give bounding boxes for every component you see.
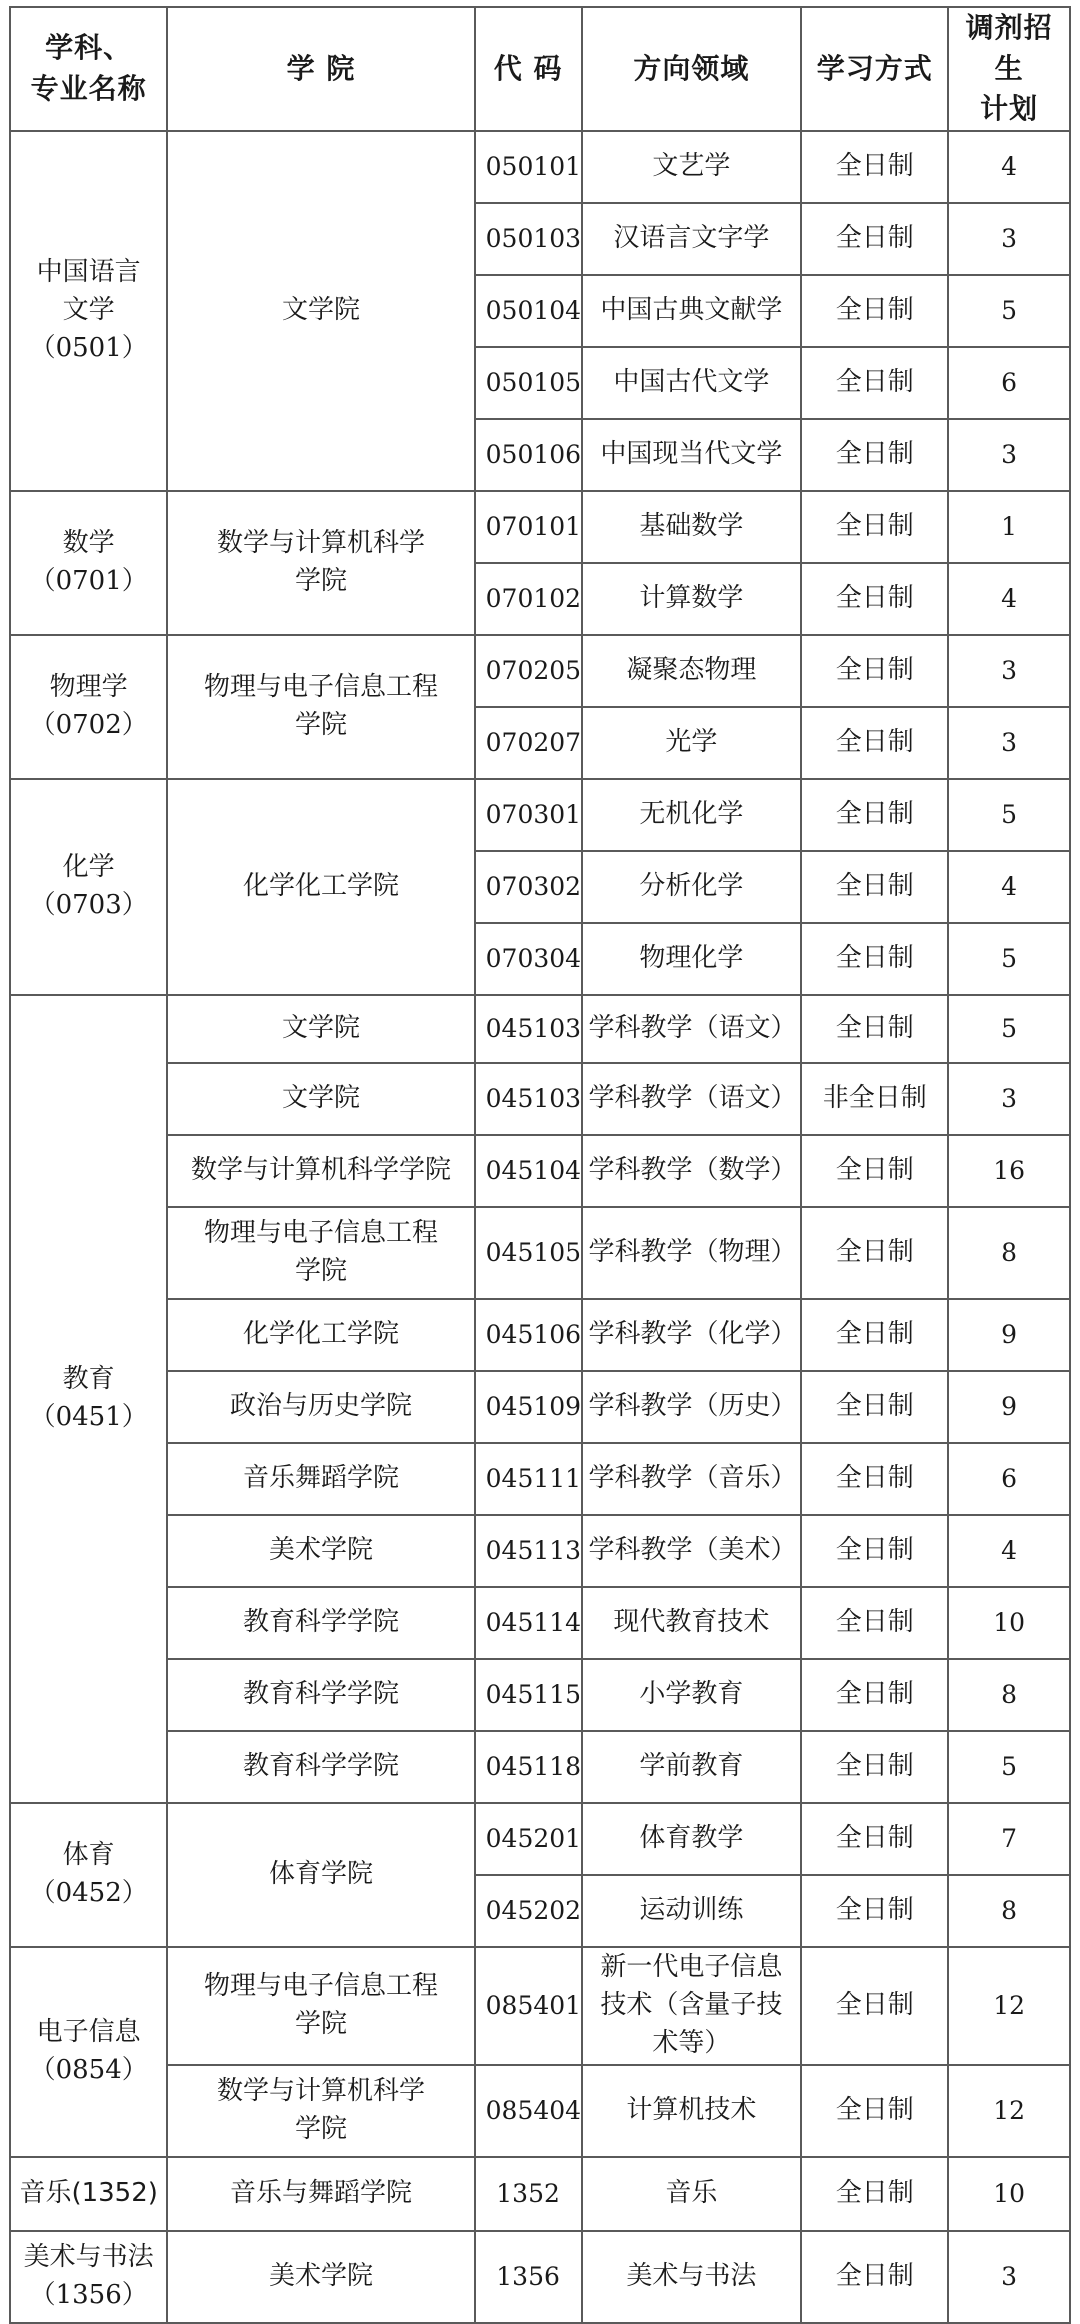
college-name-line: 文学院 <box>282 1082 361 1113</box>
discipline-cell <box>10 131 167 491</box>
table-row <box>10 1515 1070 1587</box>
plan-cell: 12 <box>948 1947 1070 2065</box>
plan-cell: 4 <box>948 1515 1070 1587</box>
college-cell <box>167 1659 474 1731</box>
discipline-code: （0501） <box>29 332 148 363</box>
code-cell: 050104 <box>475 275 582 347</box>
code-cell: 1352 <box>475 2157 582 2231</box>
table-row <box>10 1947 1070 2065</box>
direction-cell <box>582 1947 802 2065</box>
direction-line: 新一代电子信息 <box>600 1952 783 1983</box>
mode-cell: 全日制 <box>801 1515 948 1587</box>
discipline-code: （0703） <box>29 889 148 920</box>
college-cell <box>167 1515 474 1587</box>
header-plan-line: 计划 <box>980 92 1039 126</box>
discipline-name-line: 美术与书法 <box>23 2242 154 2273</box>
college-cell <box>167 779 474 995</box>
plan-cell: 3 <box>948 203 1070 275</box>
code-cell: 045103 <box>475 995 582 1063</box>
college-name-line: 学院 <box>295 709 348 740</box>
table-row <box>10 1063 1070 1135</box>
plan-cell: 3 <box>948 707 1070 779</box>
direction-cell <box>582 2065 802 2157</box>
college-name-line: 教育科学学院 <box>243 1750 400 1781</box>
college-name-line: 政治与历史学院 <box>230 1390 413 1421</box>
table-body <box>10 131 1070 2323</box>
code-cell: 070301 <box>475 779 582 851</box>
plan-cell: 9 <box>948 1371 1070 1443</box>
table-row <box>10 131 1070 203</box>
table-row <box>10 2157 1070 2231</box>
college-cell <box>167 491 474 635</box>
direction-line: 术等） <box>652 2027 731 2058</box>
college-name-line: 音乐与舞蹈学院 <box>230 2177 413 2208</box>
mode-cell: 全日制 <box>801 2157 948 2231</box>
header-college: 学 院 <box>167 7 474 131</box>
header-code: 代 码 <box>475 7 582 131</box>
college-cell <box>167 2157 474 2231</box>
direction-cell <box>582 707 802 779</box>
discipline-code: （0702） <box>29 709 148 740</box>
college-name-line: 数学与计算机科学学院 <box>191 1154 452 1185</box>
discipline-name-line: 电子信息 <box>36 2017 141 2048</box>
mode-cell: 全日制 <box>801 1731 948 1803</box>
direction-line: 文艺学 <box>652 150 731 181</box>
code-cell: 045118 <box>475 1731 582 1803</box>
plan-cell: 3 <box>948 2231 1070 2323</box>
college-cell <box>167 1803 474 1947</box>
code-cell: 050103 <box>475 203 582 275</box>
mode-cell: 全日制 <box>801 851 948 923</box>
direction-line: 学科教学（物理） <box>588 1236 797 1267</box>
direction-cell <box>582 203 802 275</box>
plan-cell: 1 <box>948 491 1070 563</box>
direction-cell <box>582 779 802 851</box>
code-cell: 045105 <box>475 1207 582 1299</box>
college-cell <box>167 995 474 1063</box>
college-cell <box>167 1587 474 1659</box>
table-row <box>10 1731 1070 1803</box>
college-name-line: 教育科学学院 <box>243 1606 400 1637</box>
code-cell: 070302 <box>475 851 582 923</box>
direction-cell <box>582 1803 802 1875</box>
code-cell: 070101 <box>475 491 582 563</box>
mode-cell: 全日制 <box>801 1587 948 1659</box>
direction-cell <box>582 851 802 923</box>
mode-cell: 全日制 <box>801 1803 948 1875</box>
college-name-line: 物理与电子信息工程 <box>204 1971 439 2002</box>
code-cell: 045109 <box>475 1371 582 1443</box>
direction-line: 物理化学 <box>639 942 744 973</box>
mode-cell: 全日制 <box>801 995 948 1063</box>
direction-line: 学科教学（美术） <box>588 1534 797 1565</box>
discipline-cell <box>10 2157 167 2231</box>
plan-cell: 4 <box>948 131 1070 203</box>
college-name-line: 体育学院 <box>269 1858 374 1889</box>
plan-cell: 4 <box>948 851 1070 923</box>
mode-cell: 全日制 <box>801 1299 948 1371</box>
direction-cell <box>582 995 802 1063</box>
mode-cell: 全日制 <box>801 419 948 491</box>
mode-cell: 全日制 <box>801 1371 948 1443</box>
table-row <box>10 1659 1070 1731</box>
direction-cell <box>582 2157 802 2231</box>
mode-cell: 全日制 <box>801 1135 948 1207</box>
college-name-line: 学院 <box>295 2113 348 2144</box>
college-name-line: 物理与电子信息工程 <box>204 1218 439 1249</box>
direction-line: 音乐 <box>665 2177 718 2208</box>
college-cell <box>167 2231 474 2323</box>
college-name-line: 化学化工学院 <box>243 1318 400 1349</box>
plan-cell: 5 <box>948 923 1070 995</box>
mode-cell: 全日制 <box>801 779 948 851</box>
table-row <box>10 491 1070 563</box>
table-row <box>10 1299 1070 1371</box>
direction-cell <box>582 131 802 203</box>
header-direction: 方向领域 <box>582 7 802 131</box>
mode-cell: 全日制 <box>801 923 948 995</box>
discipline-cell <box>10 635 167 779</box>
college-name-line: 美术学院 <box>269 2260 374 2291</box>
direction-cell <box>582 1587 802 1659</box>
discipline-cell <box>10 2231 167 2323</box>
discipline-code: （0854） <box>29 2054 148 2085</box>
direction-line: 学科教学（音乐） <box>588 1462 797 1493</box>
code-cell: 070205 <box>475 635 582 707</box>
table-row <box>10 1207 1070 1299</box>
direction-line: 无机化学 <box>639 798 744 829</box>
college-cell <box>167 1443 474 1515</box>
header-discipline-line: 专业名称 <box>30 71 147 105</box>
direction-cell <box>582 923 802 995</box>
direction-line: 学科教学（语文） <box>588 1012 797 1043</box>
college-name-line: 数学与计算机科学 <box>217 528 426 559</box>
code-cell: 045104 <box>475 1135 582 1207</box>
mode-cell: 非全日制 <box>801 1063 948 1135</box>
code-cell: 045114 <box>475 1587 582 1659</box>
college-cell <box>167 2065 474 2157</box>
mode-cell: 全日制 <box>801 1875 948 1947</box>
table-row <box>10 2231 1070 2323</box>
direction-line: 运动训练 <box>639 1894 744 1925</box>
header-mode: 学习方式 <box>801 7 948 131</box>
direction-line: 汉语言文字学 <box>613 222 770 253</box>
mode-cell: 全日制 <box>801 1659 948 1731</box>
direction-cell <box>582 1875 802 1947</box>
plan-cell: 3 <box>948 1063 1070 1135</box>
code-cell: 070102 <box>475 563 582 635</box>
college-name-line: 音乐舞蹈学院 <box>243 1462 400 1493</box>
discipline-cell <box>10 1947 167 2157</box>
direction-line: 分析化学 <box>639 870 744 901</box>
mode-cell: 全日制 <box>801 1443 948 1515</box>
direction-cell <box>582 1063 802 1135</box>
mode-cell: 全日制 <box>801 347 948 419</box>
table-row <box>10 635 1070 707</box>
table-row <box>10 1587 1070 1659</box>
plan-cell: 5 <box>948 779 1070 851</box>
plan-cell: 16 <box>948 1135 1070 1207</box>
table-row <box>10 2065 1070 2157</box>
discipline-name-line: 体育 <box>62 1840 115 1871</box>
plan-cell: 5 <box>948 275 1070 347</box>
discipline-name-line: 教育 <box>62 1364 115 1395</box>
direction-cell <box>582 491 802 563</box>
direction-line: 计算数学 <box>639 582 744 613</box>
direction-line: 凝聚态物理 <box>626 654 757 685</box>
code-cell: 070304 <box>475 923 582 995</box>
discipline-name-line: 化学 <box>62 852 115 883</box>
plan-cell: 10 <box>948 2157 1070 2231</box>
direction-line: 现代教育技术 <box>613 1606 770 1637</box>
college-name-line: 物理与电子信息工程 <box>204 672 439 703</box>
code-cell: 1356 <box>475 2231 582 2323</box>
discipline-code: （1356） <box>29 2279 148 2310</box>
college-cell <box>167 1947 474 2065</box>
discipline-code: （0701） <box>29 565 148 596</box>
mode-cell: 全日制 <box>801 563 948 635</box>
plan-cell: 12 <box>948 2065 1070 2157</box>
direction-line: 学科教学（语文） <box>588 1082 797 1113</box>
discipline-name-line: 中国语言 <box>36 257 141 288</box>
discipline-cell <box>10 1803 167 1947</box>
mode-cell: 全日制 <box>801 275 948 347</box>
direction-cell <box>582 563 802 635</box>
mode-cell: 全日制 <box>801 491 948 563</box>
plan-cell: 8 <box>948 1659 1070 1731</box>
plan-cell: 8 <box>948 1207 1070 1299</box>
code-cell: 045115 <box>475 1659 582 1731</box>
direction-line: 光学 <box>665 726 718 757</box>
direction-cell <box>582 1659 802 1731</box>
direction-line: 计算机技术 <box>626 2094 757 2125</box>
college-name-line: 文学院 <box>282 1012 361 1043</box>
discipline-name-line: 数学 <box>62 528 115 559</box>
mode-cell: 全日制 <box>801 1207 948 1299</box>
code-cell: 045111 <box>475 1443 582 1515</box>
table-header-row <box>10 7 1070 131</box>
mode-cell: 全日制 <box>801 2231 948 2323</box>
direction-line: 小学教育 <box>639 1678 744 1709</box>
mode-cell: 全日制 <box>801 635 948 707</box>
college-cell <box>167 1371 474 1443</box>
header-plan <box>948 7 1070 131</box>
code-cell: 045106 <box>475 1299 582 1371</box>
code-cell: 050105 <box>475 347 582 419</box>
discipline-cell <box>10 779 167 995</box>
direction-line: 学科教学（历史） <box>588 1390 797 1421</box>
discipline-name-line: 音乐(1352) <box>19 2177 158 2208</box>
direction-cell <box>582 1135 802 1207</box>
direction-cell <box>582 419 802 491</box>
college-name-line: 文学院 <box>282 294 361 325</box>
college-name-line: 美术学院 <box>269 1534 374 1565</box>
table-row <box>10 1443 1070 1515</box>
direction-cell <box>582 635 802 707</box>
plan-cell: 9 <box>948 1299 1070 1371</box>
plan-cell: 8 <box>948 1875 1070 1947</box>
direction-line: 学科教学（数学） <box>588 1154 797 1185</box>
mode-cell: 全日制 <box>801 707 948 779</box>
direction-cell <box>582 1443 802 1515</box>
college-name-line: 学院 <box>295 1255 348 1286</box>
plan-cell: 6 <box>948 347 1070 419</box>
college-name-line: 教育科学学院 <box>243 1678 400 1709</box>
code-cell: 050101 <box>475 131 582 203</box>
mode-cell: 全日制 <box>801 1947 948 2065</box>
direction-line: 美术与书法 <box>626 2260 757 2291</box>
mode-cell: 全日制 <box>801 2065 948 2157</box>
code-cell: 045201 <box>475 1803 582 1875</box>
code-cell: 085401 <box>475 1947 582 2065</box>
discipline-cell <box>10 491 167 635</box>
mode-cell: 全日制 <box>801 131 948 203</box>
college-cell <box>167 1731 474 1803</box>
discipline-cell <box>10 995 167 1803</box>
discipline-name-line: 文学 <box>62 294 115 325</box>
direction-line: 中国古代文学 <box>613 366 770 397</box>
plan-cell: 3 <box>948 419 1070 491</box>
plan-cell: 4 <box>948 563 1070 635</box>
table-row <box>10 1135 1070 1207</box>
plan-cell: 5 <box>948 995 1070 1063</box>
college-cell <box>167 1063 474 1135</box>
college-cell <box>167 635 474 779</box>
college-cell <box>167 1207 474 1299</box>
direction-line: 学前教育 <box>639 1750 744 1781</box>
discipline-code: （0452） <box>29 1877 148 1908</box>
direction-cell <box>582 2231 802 2323</box>
college-name-line: 学院 <box>295 2008 348 2039</box>
code-cell: 070207 <box>475 707 582 779</box>
direction-line: 基础数学 <box>639 510 744 541</box>
direction-line: 中国古典文献学 <box>600 294 783 325</box>
table-row <box>10 995 1070 1063</box>
direction-cell <box>582 1515 802 1587</box>
plan-cell: 10 <box>948 1587 1070 1659</box>
plan-cell: 7 <box>948 1803 1070 1875</box>
direction-cell <box>582 347 802 419</box>
code-cell: 045202 <box>475 1875 582 1947</box>
admission-plan-table <box>9 6 1071 2324</box>
direction-cell <box>582 1207 802 1299</box>
code-cell: 050106 <box>475 419 582 491</box>
direction-line: 体育教学 <box>639 1822 744 1853</box>
direction-cell <box>582 275 802 347</box>
plan-cell: 5 <box>948 1731 1070 1803</box>
plan-cell: 3 <box>948 635 1070 707</box>
college-name-line: 学院 <box>295 565 348 596</box>
college-name-line: 数学与计算机科学 <box>217 2076 426 2107</box>
mode-cell: 全日制 <box>801 203 948 275</box>
plan-cell: 6 <box>948 1443 1070 1515</box>
code-cell: 045103 <box>475 1063 582 1135</box>
direction-line: 技术（含量子技 <box>600 1989 783 2020</box>
college-cell <box>167 131 474 491</box>
direction-line: 中国现当代文学 <box>600 438 783 469</box>
direction-cell <box>582 1371 802 1443</box>
table-row <box>10 1803 1070 1875</box>
code-cell: 085404 <box>475 2065 582 2157</box>
header-discipline <box>10 7 167 131</box>
header-discipline-line: 学科、 <box>45 31 133 65</box>
college-cell <box>167 1135 474 1207</box>
discipline-name-line: 物理学 <box>49 672 128 703</box>
header-plan-line: 调剂招生 <box>965 11 1053 85</box>
direction-cell <box>582 1731 802 1803</box>
discipline-code: （0451） <box>29 1401 148 1432</box>
college-cell <box>167 1299 474 1371</box>
direction-cell <box>582 1299 802 1371</box>
table-row <box>10 779 1070 851</box>
college-name-line: 化学化工学院 <box>243 870 400 901</box>
code-cell: 045113 <box>475 1515 582 1587</box>
direction-line: 学科教学（化学） <box>588 1318 797 1349</box>
table-row <box>10 1371 1070 1443</box>
